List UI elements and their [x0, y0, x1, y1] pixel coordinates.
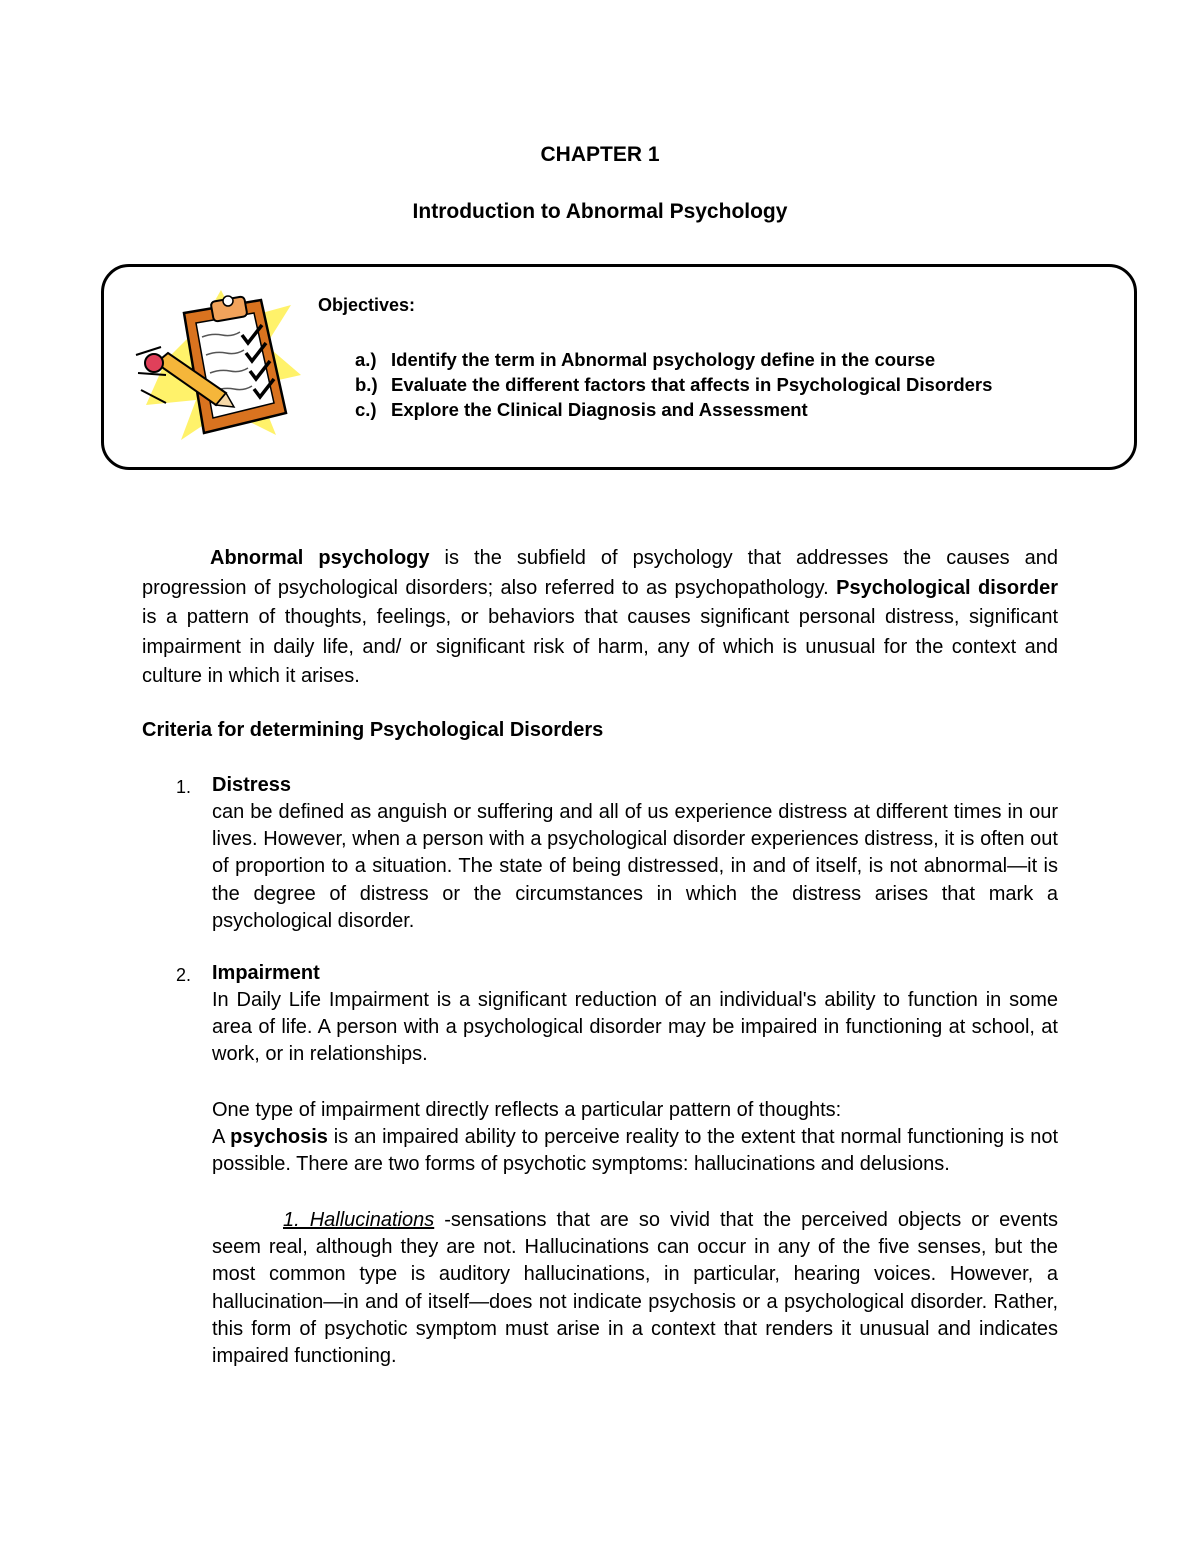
- item-text-impairment: In Daily Life Impairment is a significant reduction of an individual's ability to function in some area of life. A person with a psychological disorder may be impaired in functioning at school, at work, or in relationships.: [212, 989, 1058, 1066]
- list-item: c.) Explore the Clinical Diagnosis and Assessment: [355, 399, 808, 420]
- objectives-list: [355, 347, 992, 422]
- item-title-distress: Distress: [212, 774, 291, 796]
- term-psychological-disorder: Psychological disorder: [836, 576, 1058, 599]
- clipboard-checklist-icon: [126, 285, 301, 445]
- item-title-impairment: Impairment: [212, 962, 320, 984]
- intro-paragraph: Abnormal psychology is the subfield of psychology that addresses the causes and progression of psychological disorders; also referred to as psychopathology. Psychological disorder is a pattern of thoughts, feelings, or behaviors that causes significant personal distress, significant impairment in daily life, and/ or significant risk of harm, any of which is unusual for the context and culture in which it arises.: [142, 547, 1058, 687]
- objectives-title: Objectives:: [318, 295, 416, 315]
- psychosis-paragraph: A psychosis is an impaired ability to perceive reality to the extent that normal functioning is not possible. There are two forms of psychotic symptoms: hallucinations and delusions.: [212, 1126, 1059, 1176]
- criteria-heading: Criteria for determining Psychological Disorders: [142, 719, 604, 741]
- item-number: 2.: [176, 965, 192, 985]
- objectives-box: [101, 264, 1137, 470]
- item-number: 1.: [176, 777, 192, 797]
- list-item: a.) Identify the term in Abnormal psychology define in the course: [355, 349, 936, 370]
- list-item: b.) Evaluate the different factors that affects in Psychological Disorders: [355, 374, 993, 395]
- term-psychosis: psychosis: [230, 1126, 328, 1148]
- chapter-heading: CHAPTER 1: [540, 143, 660, 166]
- term-abnormal-psychology: Abnormal psychology: [210, 547, 430, 569]
- hallucinations-paragraph: 1. Hallucinations -sensations that are so vivid that the perceived objects or events seem real, although they are not. Hallucinations can occur in any of the five senses, but the most common type is auditory hallucinations, in particular, hearing voices. However, a hallucination—in and of itself—does not indicate psychosis or a psychological disorder. Rather, this form of psychotic symptom must arise in a context that renders it unusual and indicates impaired functioning.: [212, 1209, 1059, 1368]
- impairment-lead: One type of impairment directly reflects a particular pattern of thoughts:: [212, 1099, 842, 1121]
- item-text-distress: can be defined as anguish or suffering and all of us experience distress at different times in our lives. However, when a person with a psychological disorder experiences distress, it is often out of proportion to a situation. The state of being distressed, in and of itself, is not abnormal—it is the degree of distress or the circumstances in which the distress arises that mark a psychological disorder.: [212, 801, 1058, 932]
- hallucinations-label: 1. Hallucinations: [283, 1209, 435, 1231]
- chapter-title: Introduction to Abnormal Psychology: [412, 200, 788, 223]
